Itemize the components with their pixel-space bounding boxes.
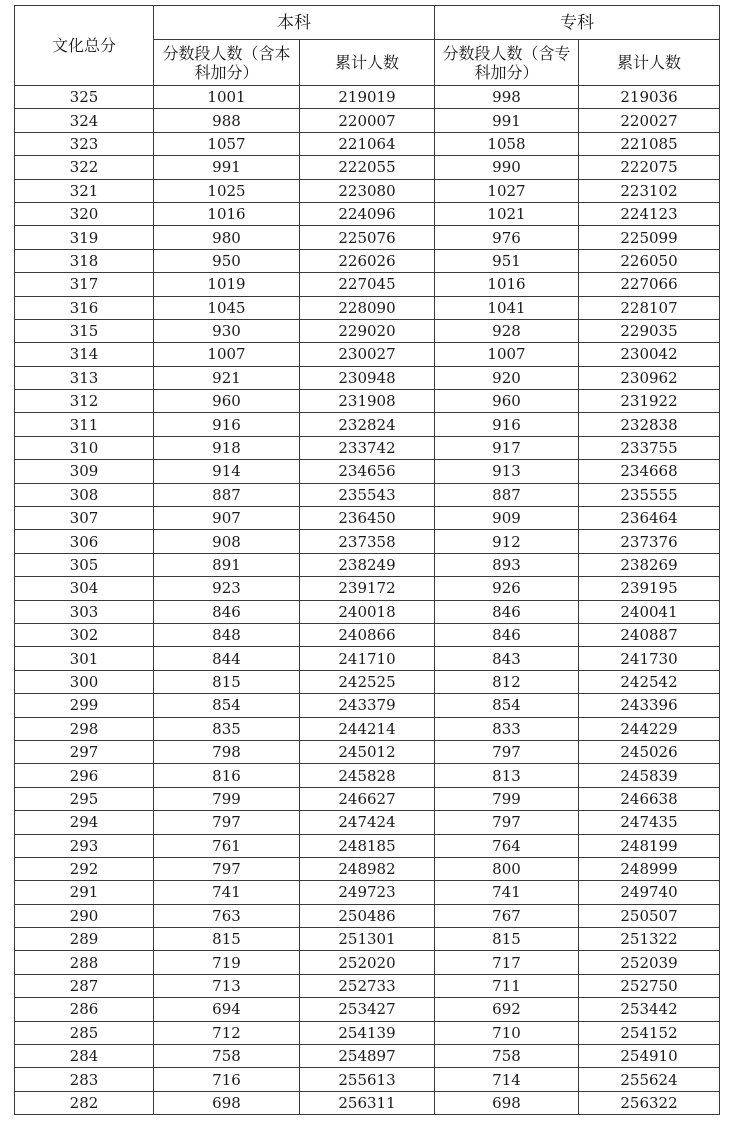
undergrad-count-cell: 1007 bbox=[154, 343, 300, 366]
college-group-header: 专科 bbox=[435, 6, 720, 40]
undergrad-cumulative-header: 累计人数 bbox=[300, 40, 435, 86]
undergrad-count-cell: 1025 bbox=[154, 179, 300, 202]
score-cell: 292 bbox=[15, 857, 154, 880]
college-count-cell: 893 bbox=[435, 553, 579, 576]
college-count-cell: 714 bbox=[435, 1068, 579, 1091]
undergrad-count-cell: 719 bbox=[154, 951, 300, 974]
score-cell: 309 bbox=[15, 460, 154, 483]
college-cumulative-cell: 222075 bbox=[579, 156, 720, 179]
undergrad-cumulative-cell: 247424 bbox=[300, 811, 435, 834]
college-count-cell: 909 bbox=[435, 507, 579, 530]
college-cumulative-cell: 256322 bbox=[579, 1091, 720, 1114]
table-row bbox=[15, 273, 720, 296]
undergrad-cumulative-cell: 248185 bbox=[300, 834, 435, 857]
college-count-cell: 717 bbox=[435, 951, 579, 974]
undergrad-count-cell: 694 bbox=[154, 998, 300, 1021]
score-cell: 293 bbox=[15, 834, 154, 857]
table-row bbox=[15, 740, 720, 763]
college-cumulative-cell: 252039 bbox=[579, 951, 720, 974]
table-row bbox=[15, 1021, 720, 1044]
college-cumulative-cell: 253442 bbox=[579, 998, 720, 1021]
score-cell: 285 bbox=[15, 1021, 154, 1044]
undergrad-cumulative-cell: 243379 bbox=[300, 694, 435, 717]
score-cell: 288 bbox=[15, 951, 154, 974]
college-count-cell: 813 bbox=[435, 764, 579, 787]
undergrad-cumulative-cell: 220007 bbox=[300, 109, 435, 132]
score-cell: 323 bbox=[15, 132, 154, 155]
college-cumulative-cell: 248199 bbox=[579, 834, 720, 857]
undergrad-cumulative-cell: 221064 bbox=[300, 132, 435, 155]
undergrad-cumulative-cell: 254139 bbox=[300, 1021, 435, 1044]
college-cumulative-cell: 254910 bbox=[579, 1045, 720, 1068]
undergrad-cumulative-cell: 250486 bbox=[300, 904, 435, 927]
college-count-cell: 976 bbox=[435, 226, 579, 249]
undergrad-count-cell: 921 bbox=[154, 366, 300, 389]
score-cell: 325 bbox=[15, 86, 154, 109]
undergrad-count-cell: 980 bbox=[154, 226, 300, 249]
college-cumulative-cell: 230042 bbox=[579, 343, 720, 366]
college-cumulative-cell: 234668 bbox=[579, 460, 720, 483]
undergrad-count-cell: 713 bbox=[154, 974, 300, 997]
college-count-cell: 843 bbox=[435, 647, 579, 670]
score-distribution-table bbox=[14, 5, 720, 1115]
undergrad-count-cell: 799 bbox=[154, 787, 300, 810]
college-cumulative-cell: 249740 bbox=[579, 881, 720, 904]
undergrad-cumulative-cell: 230027 bbox=[300, 343, 435, 366]
score-distribution-sheet bbox=[14, 5, 719, 1115]
score-cell: 324 bbox=[15, 109, 154, 132]
college-cumulative-cell: 246638 bbox=[579, 787, 720, 810]
undergrad-count-cell: 712 bbox=[154, 1021, 300, 1044]
college-cumulative-cell: 241730 bbox=[579, 647, 720, 670]
undergrad-cumulative-cell: 239172 bbox=[300, 577, 435, 600]
undergrad-count-cell: 991 bbox=[154, 156, 300, 179]
table-row bbox=[15, 881, 720, 904]
college-count-cell: 1016 bbox=[435, 273, 579, 296]
college-cumulative-cell: 240041 bbox=[579, 600, 720, 623]
score-cell: 303 bbox=[15, 600, 154, 623]
undergrad-count-cell: 716 bbox=[154, 1068, 300, 1091]
score-cell: 304 bbox=[15, 577, 154, 600]
table-row bbox=[15, 86, 720, 109]
college-cumulative-cell: 239195 bbox=[579, 577, 720, 600]
score-cell: 284 bbox=[15, 1045, 154, 1068]
table-row bbox=[15, 390, 720, 413]
undergrad-cumulative-cell: 241710 bbox=[300, 647, 435, 670]
college-count-cell: 711 bbox=[435, 974, 579, 997]
college-count-cell: 887 bbox=[435, 483, 579, 506]
undergrad-count-cell: 1016 bbox=[154, 202, 300, 225]
college-cumulative-cell: 221085 bbox=[579, 132, 720, 155]
score-cell: 316 bbox=[15, 296, 154, 319]
undergrad-cumulative-cell: 228090 bbox=[300, 296, 435, 319]
undergrad-cumulative-cell: 255613 bbox=[300, 1068, 435, 1091]
college-count-cell: 991 bbox=[435, 109, 579, 132]
undergrad-count-cell: 930 bbox=[154, 319, 300, 342]
undergrad-count-cell: 815 bbox=[154, 928, 300, 951]
college-cumulative-cell: 245026 bbox=[579, 740, 720, 763]
score-cell: 295 bbox=[15, 787, 154, 810]
score-cell: 319 bbox=[15, 226, 154, 249]
table-row bbox=[15, 553, 720, 576]
score-cell: 300 bbox=[15, 670, 154, 693]
table-row bbox=[15, 600, 720, 623]
college-count-cell: 692 bbox=[435, 998, 579, 1021]
college-cumulative-cell: 231922 bbox=[579, 390, 720, 413]
table-row bbox=[15, 249, 720, 272]
undergrad-count-cell: 815 bbox=[154, 670, 300, 693]
college-count-cell: 920 bbox=[435, 366, 579, 389]
college-count-cell: 998 bbox=[435, 86, 579, 109]
table-row bbox=[15, 577, 720, 600]
undergrad-cumulative-cell: 254897 bbox=[300, 1045, 435, 1068]
college-count-cell: 928 bbox=[435, 319, 579, 342]
table-row bbox=[15, 670, 720, 693]
undergrad-cumulative-cell: 236450 bbox=[300, 507, 435, 530]
college-count-cell: 917 bbox=[435, 436, 579, 459]
college-cumulative-cell: 255624 bbox=[579, 1068, 720, 1091]
undergrad-count-cell: 891 bbox=[154, 553, 300, 576]
undergrad-cumulative-cell: 229020 bbox=[300, 319, 435, 342]
header-group-row bbox=[15, 6, 720, 40]
undergrad-cumulative-cell: 219019 bbox=[300, 86, 435, 109]
table-row bbox=[15, 764, 720, 787]
college-cumulative-cell: 251322 bbox=[579, 928, 720, 951]
college-count-cell: 1007 bbox=[435, 343, 579, 366]
score-cell: 318 bbox=[15, 249, 154, 272]
college-count-cell: 854 bbox=[435, 694, 579, 717]
undergrad-count-cell: 798 bbox=[154, 740, 300, 763]
score-cell: 297 bbox=[15, 740, 154, 763]
undergrad-cumulative-cell: 249723 bbox=[300, 881, 435, 904]
score-cell: 312 bbox=[15, 390, 154, 413]
undergrad-count-cell: 914 bbox=[154, 460, 300, 483]
college-count-cell: 797 bbox=[435, 811, 579, 834]
college-cumulative-cell: 235555 bbox=[579, 483, 720, 506]
undergrad-cumulative-cell: 232824 bbox=[300, 413, 435, 436]
undergrad-count-cell: 918 bbox=[154, 436, 300, 459]
table-row bbox=[15, 811, 720, 834]
undergrad-count-cell: 950 bbox=[154, 249, 300, 272]
college-cumulative-cell: 237376 bbox=[579, 530, 720, 553]
undergrad-cumulative-cell: 238249 bbox=[300, 553, 435, 576]
table-header bbox=[15, 6, 720, 86]
score-cell: 308 bbox=[15, 483, 154, 506]
undergrad-cumulative-cell: 225076 bbox=[300, 226, 435, 249]
undergrad-count-cell: 835 bbox=[154, 717, 300, 740]
undergrad-count-cell: 916 bbox=[154, 413, 300, 436]
college-cumulative-cell: 250507 bbox=[579, 904, 720, 927]
score-cell: 294 bbox=[15, 811, 154, 834]
college-count-cell: 913 bbox=[435, 460, 579, 483]
college-count-cell: 990 bbox=[435, 156, 579, 179]
undergrad-cumulative-cell: 227045 bbox=[300, 273, 435, 296]
college-cumulative-cell: 244229 bbox=[579, 717, 720, 740]
college-cumulative-cell: 238269 bbox=[579, 553, 720, 576]
college-cumulative-cell: 247435 bbox=[579, 811, 720, 834]
table-row bbox=[15, 834, 720, 857]
table-row bbox=[15, 179, 720, 202]
table-row bbox=[15, 694, 720, 717]
undergrad-count-cell: 698 bbox=[154, 1091, 300, 1114]
table-row bbox=[15, 202, 720, 225]
college-cumulative-cell: 229035 bbox=[579, 319, 720, 342]
college-count-cell: 764 bbox=[435, 834, 579, 857]
score-cell: 321 bbox=[15, 179, 154, 202]
undergrad-count-cell: 854 bbox=[154, 694, 300, 717]
score-cell: 296 bbox=[15, 764, 154, 787]
undergrad-cumulative-cell: 234656 bbox=[300, 460, 435, 483]
college-cumulative-cell: 224123 bbox=[579, 202, 720, 225]
college-cumulative-cell: 240887 bbox=[579, 623, 720, 646]
table-row bbox=[15, 109, 720, 132]
undergrad-count-cell: 1045 bbox=[154, 296, 300, 319]
table-row bbox=[15, 647, 720, 670]
undergrad-count-cell: 1019 bbox=[154, 273, 300, 296]
college-count-cell: 800 bbox=[435, 857, 579, 880]
undergrad-cumulative-cell: 235543 bbox=[300, 483, 435, 506]
undergrad-cumulative-cell: 230948 bbox=[300, 366, 435, 389]
undergrad-cumulative-cell: 237358 bbox=[300, 530, 435, 553]
college-cumulative-cell: 233755 bbox=[579, 436, 720, 459]
undergrad-count-cell: 988 bbox=[154, 109, 300, 132]
college-count-cell: 741 bbox=[435, 881, 579, 904]
undergrad-count-cell: 741 bbox=[154, 881, 300, 904]
undergrad-cumulative-cell: 240866 bbox=[300, 623, 435, 646]
table-row bbox=[15, 366, 720, 389]
undergrad-cumulative-cell: 253427 bbox=[300, 998, 435, 1021]
score-cell: 306 bbox=[15, 530, 154, 553]
table-row bbox=[15, 343, 720, 366]
score-cell: 315 bbox=[15, 319, 154, 342]
table-row bbox=[15, 436, 720, 459]
undergrad-count-cell: 758 bbox=[154, 1045, 300, 1068]
undergrad-count-cell: 848 bbox=[154, 623, 300, 646]
score-cell: 317 bbox=[15, 273, 154, 296]
table-row bbox=[15, 507, 720, 530]
college-cumulative-cell: 230962 bbox=[579, 366, 720, 389]
undergrad-count-cell: 761 bbox=[154, 834, 300, 857]
table-row bbox=[15, 857, 720, 880]
undergrad-cumulative-cell: 248982 bbox=[300, 857, 435, 880]
table-row bbox=[15, 974, 720, 997]
table-row bbox=[15, 1045, 720, 1068]
table-row bbox=[15, 904, 720, 927]
undergrad-cumulative-cell: 222055 bbox=[300, 156, 435, 179]
undergrad-cumulative-cell: 245828 bbox=[300, 764, 435, 787]
college-count-cell: 912 bbox=[435, 530, 579, 553]
table-row bbox=[15, 413, 720, 436]
undergrad-cumulative-cell: 240018 bbox=[300, 600, 435, 623]
table-row bbox=[15, 296, 720, 319]
college-count-cell: 815 bbox=[435, 928, 579, 951]
college-count-cell: 767 bbox=[435, 904, 579, 927]
score-cell: 298 bbox=[15, 717, 154, 740]
score-cell: 291 bbox=[15, 881, 154, 904]
score-cell: 299 bbox=[15, 694, 154, 717]
college-cumulative-cell: 248999 bbox=[579, 857, 720, 880]
undergrad-cumulative-cell: 252020 bbox=[300, 951, 435, 974]
undergrad-group-header: 本科 bbox=[154, 6, 435, 40]
table-row bbox=[15, 998, 720, 1021]
college-count-cell: 758 bbox=[435, 1045, 579, 1068]
undergrad-count-cell: 960 bbox=[154, 390, 300, 413]
college-cumulative-cell: 219036 bbox=[579, 86, 720, 109]
undergrad-cumulative-cell: 244214 bbox=[300, 717, 435, 740]
table-row bbox=[15, 787, 720, 810]
undergrad-count-cell: 923 bbox=[154, 577, 300, 600]
table-row bbox=[15, 1091, 720, 1114]
college-cumulative-cell: 254152 bbox=[579, 1021, 720, 1044]
score-cell: 305 bbox=[15, 553, 154, 576]
undergrad-cumulative-cell: 231908 bbox=[300, 390, 435, 413]
table-body bbox=[15, 86, 720, 1115]
score-cell: 287 bbox=[15, 974, 154, 997]
table-row bbox=[15, 132, 720, 155]
college-count-cell: 1021 bbox=[435, 202, 579, 225]
score-column-header: 文化总分 bbox=[15, 6, 154, 86]
college-cumulative-cell: 245839 bbox=[579, 764, 720, 787]
college-count-cell: 846 bbox=[435, 623, 579, 646]
undergrad-count-cell: 763 bbox=[154, 904, 300, 927]
college-count-cell: 1027 bbox=[435, 179, 579, 202]
college-count-cell: 812 bbox=[435, 670, 579, 693]
score-cell: 310 bbox=[15, 436, 154, 459]
college-count-cell: 916 bbox=[435, 413, 579, 436]
undergrad-cumulative-cell: 252733 bbox=[300, 974, 435, 997]
table-row bbox=[15, 1068, 720, 1091]
undergrad-cumulative-cell: 242525 bbox=[300, 670, 435, 693]
college-cumulative-cell: 227066 bbox=[579, 273, 720, 296]
score-cell: 286 bbox=[15, 998, 154, 1021]
score-cell: 322 bbox=[15, 156, 154, 179]
college-cumulative-cell: 223102 bbox=[579, 179, 720, 202]
table-row bbox=[15, 717, 720, 740]
undergrad-cumulative-cell: 223080 bbox=[300, 179, 435, 202]
college-cumulative-cell: 220027 bbox=[579, 109, 720, 132]
college-count-cell: 960 bbox=[435, 390, 579, 413]
table-row bbox=[15, 483, 720, 506]
undergrad-count-cell: 907 bbox=[154, 507, 300, 530]
college-count-cell: 926 bbox=[435, 577, 579, 600]
score-cell: 283 bbox=[15, 1068, 154, 1091]
table-row bbox=[15, 319, 720, 342]
undergrad-cumulative-cell: 224096 bbox=[300, 202, 435, 225]
college-cumulative-cell: 252750 bbox=[579, 974, 720, 997]
undergrad-count-cell: 1057 bbox=[154, 132, 300, 155]
undergrad-count-cell: 797 bbox=[154, 811, 300, 834]
college-cumulative-cell: 228107 bbox=[579, 296, 720, 319]
college-cumulative-cell: 242542 bbox=[579, 670, 720, 693]
undergrad-cumulative-cell: 245012 bbox=[300, 740, 435, 763]
undergrad-cumulative-cell: 226026 bbox=[300, 249, 435, 272]
college-count-cell: 799 bbox=[435, 787, 579, 810]
score-cell: 320 bbox=[15, 202, 154, 225]
college-cumulative-cell: 243396 bbox=[579, 694, 720, 717]
score-cell: 282 bbox=[15, 1091, 154, 1114]
undergrad-cumulative-cell: 256311 bbox=[300, 1091, 435, 1114]
college-count-header: 分数段人数（含专科加分） bbox=[435, 40, 579, 86]
score-cell: 289 bbox=[15, 928, 154, 951]
college-count-cell: 833 bbox=[435, 717, 579, 740]
college-cumulative-cell: 236464 bbox=[579, 507, 720, 530]
college-cumulative-cell: 225099 bbox=[579, 226, 720, 249]
score-cell: 302 bbox=[15, 623, 154, 646]
score-cell: 301 bbox=[15, 647, 154, 670]
college-count-cell: 797 bbox=[435, 740, 579, 763]
undergrad-count-cell: 908 bbox=[154, 530, 300, 553]
table-row bbox=[15, 951, 720, 974]
college-count-cell: 846 bbox=[435, 600, 579, 623]
table-row bbox=[15, 156, 720, 179]
undergrad-count-cell: 887 bbox=[154, 483, 300, 506]
college-cumulative-header: 累计人数 bbox=[579, 40, 720, 86]
undergrad-count-cell: 846 bbox=[154, 600, 300, 623]
undergrad-count-cell: 797 bbox=[154, 857, 300, 880]
college-cumulative-cell: 226050 bbox=[579, 249, 720, 272]
college-count-cell: 710 bbox=[435, 1021, 579, 1044]
table-row bbox=[15, 928, 720, 951]
score-cell: 314 bbox=[15, 343, 154, 366]
college-count-cell: 698 bbox=[435, 1091, 579, 1114]
college-cumulative-cell: 232838 bbox=[579, 413, 720, 436]
undergrad-cumulative-cell: 246627 bbox=[300, 787, 435, 810]
undergrad-count-cell: 844 bbox=[154, 647, 300, 670]
undergrad-count-cell: 1001 bbox=[154, 86, 300, 109]
undergrad-cumulative-cell: 251301 bbox=[300, 928, 435, 951]
table-row bbox=[15, 530, 720, 553]
undergrad-count-cell: 816 bbox=[154, 764, 300, 787]
table-row bbox=[15, 623, 720, 646]
undergrad-count-header: 分数段人数（含本科加分） bbox=[154, 40, 300, 86]
undergrad-cumulative-cell: 233742 bbox=[300, 436, 435, 459]
college-count-cell: 951 bbox=[435, 249, 579, 272]
score-cell: 290 bbox=[15, 904, 154, 927]
college-count-cell: 1041 bbox=[435, 296, 579, 319]
score-cell: 313 bbox=[15, 366, 154, 389]
score-cell: 307 bbox=[15, 507, 154, 530]
table-row bbox=[15, 460, 720, 483]
table-row bbox=[15, 226, 720, 249]
college-count-cell: 1058 bbox=[435, 132, 579, 155]
score-cell: 311 bbox=[15, 413, 154, 436]
